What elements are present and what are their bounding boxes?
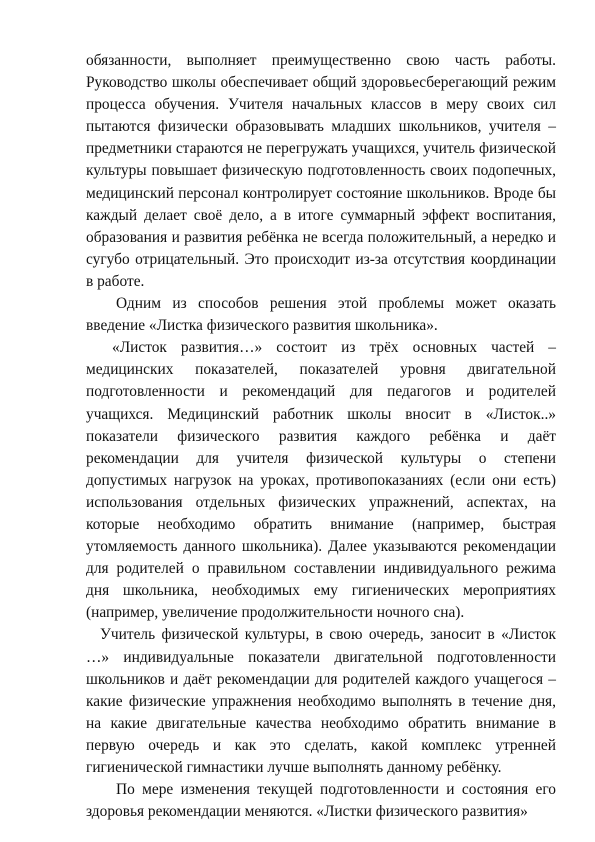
document-page [86, 50, 556, 823]
paragraph-pe-teacher: Учитель физической культуры, в свою очередь, заносит в «Листок …» индивидуальные показатели двигательной подготовленности школьников и даёт рекомендации для родителей каждого учащегося – какие физические упражнения необходимо выполнять в течение дня, на какие двигательные качества необходимо обратить внимание в первую очередь и как это сделать, какой комплекс утренней гигиенической гимнастики лучше выполнять данному ребёнку. [86, 626, 556, 776]
paragraph-coordination: обязанности, выполняет преимущественно свою часть работы. Руководство школы обеспечивает общий здоровьесберегающий режим процесса обучения. Учителя начальных классов в меру своих сил пытаются физически образовывать младших школьников, учителя – предметники стараются не перегружать учащихся, учитель физической культуры повышает физическую подготовленность своих подопечных, медицинский персонал контролирует состояние школьников. Вроде бы каждый делает своё дело, а в итоге суммарный эффект воспитания, образования и развития ребёнка не всегда положительный, а нередко и сугубо отрицательный. Это происходит из-за отсутствия координации в работе. [86, 52, 556, 290]
paragraph-recommendations-change: По мере изменения текущей подготовленности и состояния его здоровья рекомендации меняются. «Листки физического развития» [86, 781, 556, 821]
paragraph-solution-intro: Одним из способов решения этой проблемы может оказать введение «Листка физического развития школьника». [86, 295, 556, 335]
paragraph-listok-structure: «Листок развития…» состоит из трёх основных частей – медицинских показателей, показателей уровня двигательной подготовленности и рекомендаций для педагогов и родителей учащихся. Медицинский работник школы вносит в «Листок..» показатели физического развития каждого ребёнка и даёт рекомендации для учителя физической культуры о степени допустимых нагрузок на уроках, противопоказаниях (если они есть) использования отдельных физических упражнений, аспектах, на которые необходимо обратить внимание (например, быстрая утомляемость данного школьника). Далее указываются рекомендации для родителей о правильном составлении индивидуального режима дня школьника, необходимых ему гигиенических мероприятиях (например, увеличение продолжительности ночного сна). [86, 339, 556, 622]
